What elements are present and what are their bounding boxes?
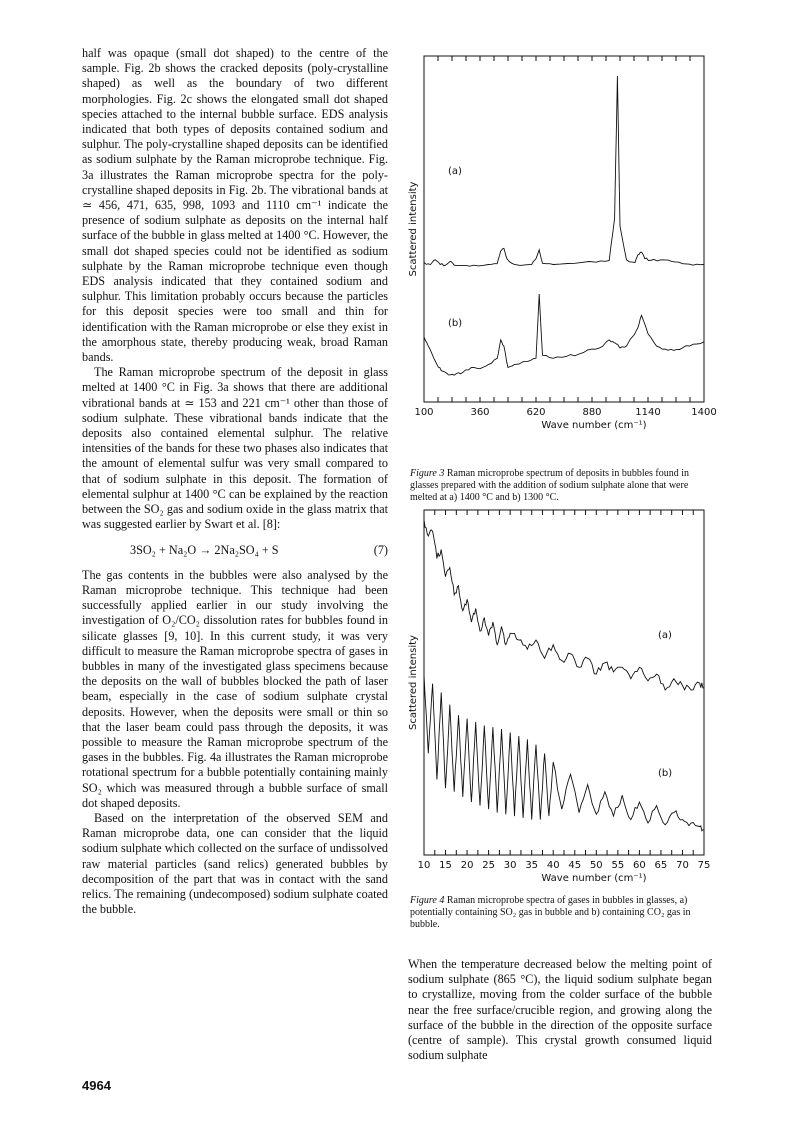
x-tick-label: 75 [697,860,711,871]
paragraph-3: The gas contents in the bubbles were also analysed by the Raman microprobe technique. This technique had been successfully applied earlier in our study involving the investigation of O₂/CO₂ dissolution rates for bubbles found in silicate glasses [9, 10]. In this current study, it was very difficult to measure the Raman microprobe spectra of gases in bubbles in many of the investigated glass specimens because the deposits on the wall of bubbles blocked the path of laser beam, especially in the case of sodium sulphate crystal deposits. However, when the deposits were small or thin so that the laser beam could pass through the deposits, it was possible to measure the Raman microprobe spectrum of the gases in the bubbles. Fig. 4a illustrates the Raman microprobe rotational spectrum for a bubble potentially containing mainly SO₂ which was measured through a bubble surface of small dot shaped deposits. [82,567,388,810]
x-tick-label: 20 [460,860,474,871]
series-label-a: (a) [448,166,462,177]
equation-7 [82,543,388,558]
equation-expression: 3SO₂ + Na₂O → 2Na₂SO₄ + S [130,542,279,557]
x-tick-label: 880 [582,407,602,418]
paragraph-4: Based on the interpretation of the observed SEM and Raman microprobe data, one can consider that the liquid sodium sulphate which collected on the surface of undissolved raw material particles (sand relics) generated bubbles by decomposition of the part that was in contact with the sand relics. The remaining (undecomposed) sodium sulphate coated the bubble. [82,810,388,917]
plot-frame [424,510,704,855]
right-column-text: When the temperature decreased below the melting point of sodium sulphate (865 °C), the liquid sodium sulphate began to crystallize, moving from the colder surface of the bubble near the free surface/crucible region, and growing along the surface of the bubble in the direction of the opposite surface (centre of sample). This crystal growth consumed liquid sodium sulphate [408,957,712,1063]
x-tick-label: 45 [568,860,582,871]
y-axis-label: Scattered intensity [408,635,419,730]
x-tick-label: 10 [417,860,431,871]
left-column [82,46,388,917]
page-number: 4964 [82,1078,111,1093]
figure-4-plot [404,500,720,895]
series-label-b: (b) [448,318,463,329]
x-tick-label: 65 [654,860,668,871]
y-axis-label: Scattered intensity [408,181,419,277]
series-line-b [424,294,704,375]
paragraph-1: half was opaque (small dot shaped) to the centre of the sample. Fig. 2b shows the cracked deposits (poly-crystalline shaped) as well as the boundary of two different morphologies. Fig. 2c shows the elongated small dot shaped species attached to the internal bubble surface. EDS analysis indicated that both types of deposits contained sodium and sulphur. The poly-crystalline shaped deposits can be identified as sodium sulphate by the Raman microprobe technique. Fig. 3a illustrates the Raman microprobe spectra for the poly-crystalline shaped deposits in Fig. 2b. The vibrational bands at ≃ 456, 471, 635, 998, 1093 and 1110 cm⁻¹ indicate the presence of sodium sulphate as deposits on the internal half surface of the bubble in glass melted at 1400 °C. However, the small dot shaped species could not be identified as sodium sulphate by the Raman microprobe technique even though EDS analysis indicated that they contained sodium and sulphur. This limitation probably occurs because the particles for this deposit species were too small and thin for identification with the Raman microprobe or else they exist in the amorphous state, thereby producing weak, broad Raman bands. [82,46,388,365]
x-tick-label: 620 [526,407,546,418]
x-axis-label: Wave number (cm⁻¹) [541,873,647,884]
series-line-b [424,675,704,831]
x-tick-label: 360 [470,407,490,418]
figure-3-caption-label: Figure 3 [410,468,445,479]
x-tick-label: 30 [503,860,517,871]
x-tick-label: 70 [676,860,689,871]
series-label-a: (a) [658,630,672,641]
figure-3-plot [404,46,720,466]
x-axis-label: Wave number (cm⁻¹) [541,420,647,431]
x-tick-label: 100 [414,407,434,418]
x-tick-label: 50 [589,860,603,871]
x-tick-label: 55 [611,860,625,871]
figure-3 [404,46,720,466]
x-tick-label: 1140 [635,407,661,418]
figure-3-caption [410,468,714,504]
figure-4-caption [410,895,714,931]
series-line-a [424,76,704,266]
paragraph-2: The Raman microprobe spectrum of the deposit in glass melted at 1400 °C in Fig. 3a shows that there are additional vibrational bands at ≃ 153 and 221 cm⁻¹ other than those of sodium sulphate. These vibrational bands indicate that the deposits also contained elemental sulphur. The relative intensities of the bands for these two phases also indicates that the amount of elemental sulfur was very small compared to that of sodium sulphate in this deposit. The formation of elemental sulphur at 1400 °C can be explained by the reaction between the SO₂ gas and sodium oxide in the glass matrix that was suggested earlier by Swart et al. [8]: [82,365,388,532]
figure-4-caption-text: Raman microprobe spectra of gases in bubbles in glasses, a) potentially containing SO₂ gas in bubble and b) containing CO₂ gas in bubble. [410,895,691,930]
x-tick-label: 35 [525,860,539,871]
x-tick-label: 40 [546,860,560,871]
x-tick-label: 25 [482,860,495,871]
x-tick-label: 1400 [691,407,717,418]
plot-frame [424,56,704,402]
x-tick-label: 15 [439,860,452,871]
figure-4 [404,500,720,895]
x-tick-label: 60 [633,860,646,871]
figure-3-caption-text: Raman microprobe spectrum of deposits in bubbles found in glasses prepared with the addition of sodium sulphate alone that were melted at a) 1400 °C and b) 1300 °C. [410,468,690,503]
figure-4-caption-label: Figure 4 [410,895,445,906]
equation-number: (7) [373,542,388,557]
series-label-b: (b) [658,768,673,779]
series-line-a [424,520,704,690]
